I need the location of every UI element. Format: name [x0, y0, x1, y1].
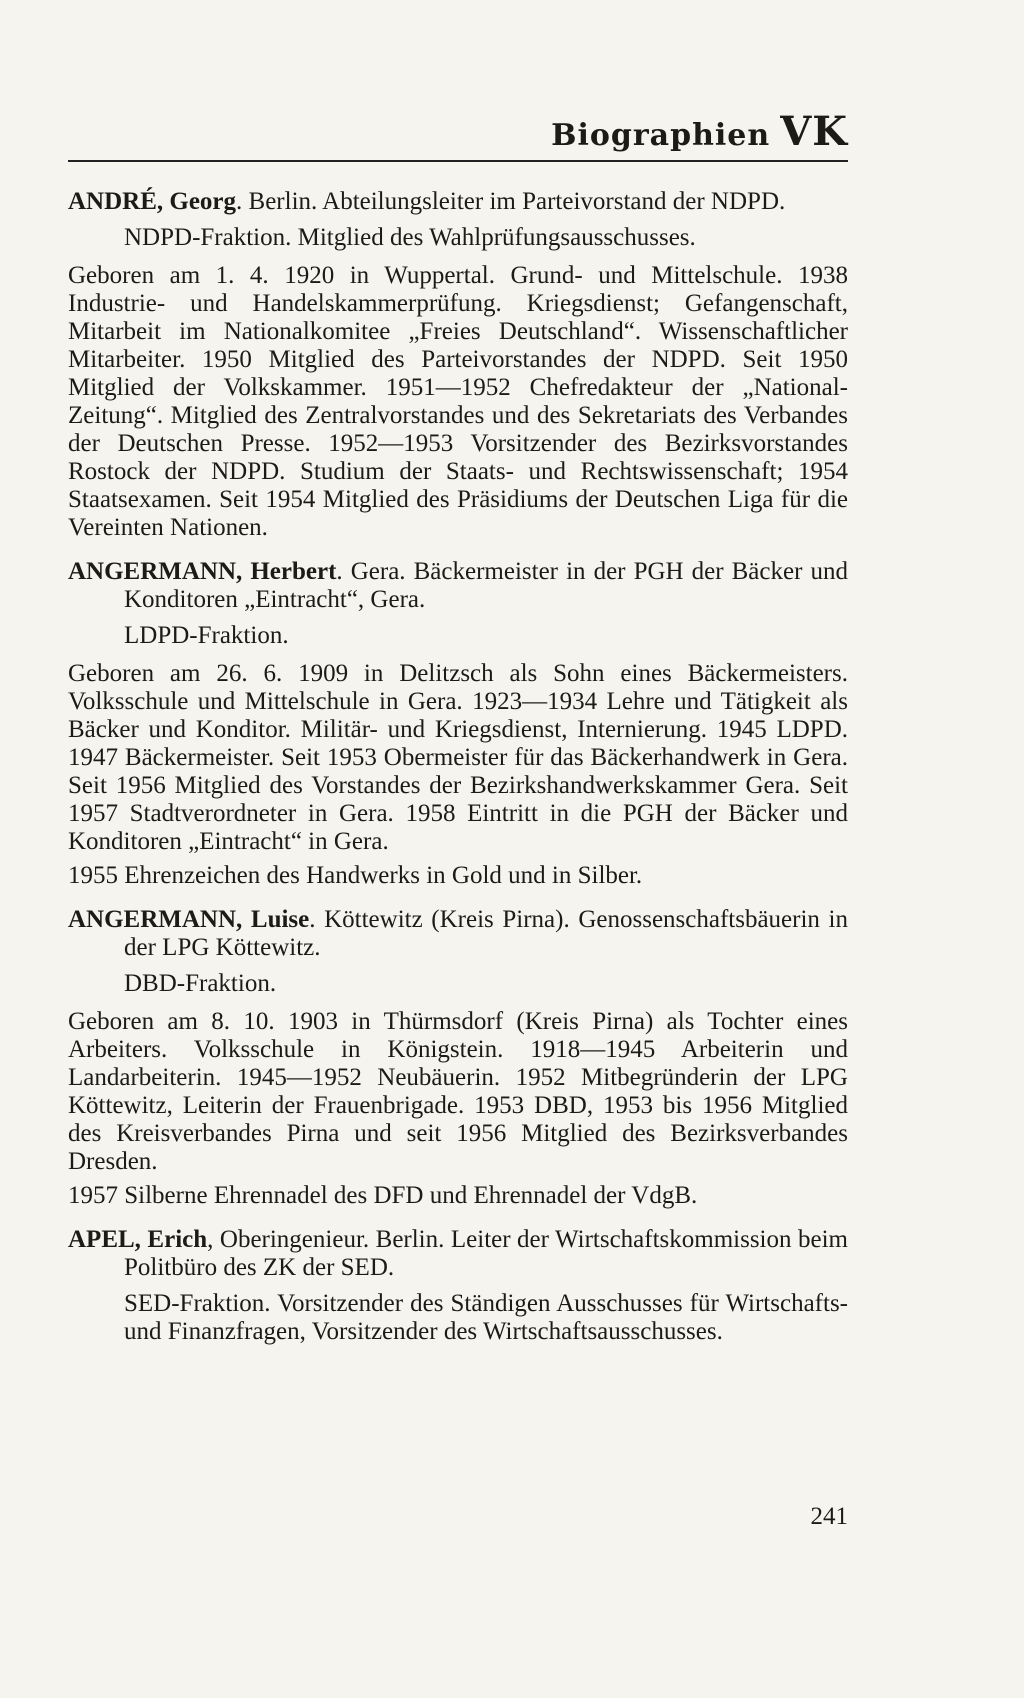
entry-faction: DBD-Fraktion.	[124, 970, 277, 997]
entry-biography: Geboren am 26. 6. 1909 in Delitzsch als Sohn eines Bäckermeisters. Volksschule und Mittelschule in Gera. 1923—1934 Lehre und Tätigkeit als Bäcker und Konditor. Militär- und Kriegsdienst, Internierung. 1945 LDPD. 1947 Bäckermeister. Seit 1953 Obermeister für das Bäckerhandwerk in Gera. Seit 1956 Mitglied des Vorstandes der Bezirkshandwerkskammer Gera. Seit 1957 Stadtverordneter in Gera. 1958 Eintritt in die PGH der Bäcker und Konditoren „Eintracht“ in Gera.	[68, 660, 848, 855]
header-rule	[68, 160, 848, 162]
entry-position: . Gera. Bäckermeister in der PGH der Bäcker und Konditoren „Eintracht“, Gera.	[124, 558, 848, 613]
entry-honors: 1957 Silberne Ehrennadel des DFD und Ehrennadel der VdgB.	[68, 1182, 698, 1209]
page-number: 241	[810, 1503, 848, 1530]
running-head-section: VK	[780, 108, 848, 155]
entry-name: ANGERMANN, Herbert	[68, 558, 337, 585]
biography-entry	[68, 558, 848, 890]
entry-headline	[68, 558, 848, 614]
biography-entry	[68, 906, 848, 1210]
entry-biography: Geboren am 8. 10. 1903 in Thürmsdorf (Kreis Pirna) als Tochter eines Arbeiters. Volksschule in Königstein. 1918—1945 Arbeiterin und Landarbeiterin. 1945—1952 Neubäuerin. 1952 Mitbegründerin der LPG Köttewitz, Leiterin der Frauenbrigade. 1953 DBD, 1953 bis 1956 Mitglied des Kreisverbandes Pirna und seit 1956 Mitglied des Bezirksverbandes Dresden.	[68, 1008, 848, 1175]
running-head-title: Biographien	[551, 118, 771, 153]
entry-faction: SED-Fraktion. Vorsitzender des Ständigen Ausschusses für Wirtschafts- und Finanzfragen, Vorsitzender des Wirtschaftsausschusses.	[124, 1290, 848, 1345]
biography-entry	[68, 188, 848, 542]
running-head	[68, 108, 848, 155]
entry-headline	[68, 906, 848, 962]
entry-faction: NDPD-Fraktion. Mitglied des Wahlprüfungsausschusses.	[124, 224, 696, 251]
entry-name: ANDRÉ, Georg	[68, 188, 237, 215]
entry-position: . Köttewitz (Kreis Pirna). Genossenschaftsbäuerin in der LPG Köttewitz.	[124, 906, 848, 961]
entry-faction: LDPD-Fraktion.	[124, 622, 289, 649]
entry-headline	[68, 1226, 848, 1282]
entry-biography: Geboren am 1. 4. 1920 in Wuppertal. Grund- und Mittelschule. 1938 Industrie- und Handelskammerprüfung. Kriegsdienst; Gefangenschaft, Mitarbeit im Nationalkomitee „Freies Deutschland“. Wissenschaftlicher Mitarbeiter. 1950 Mitglied des Parteivorstandes der NDPD. Seit 1950 Mitglied der Volkskammer. 1951—1952 Chefredakteur der „National-Zeitung“. Mitglied des Zentralvorstandes und des Sekretariats des Verbandes der Deutschen Presse. 1952—1953 Vorsitzender des Bezirksvorstandes Rostock der NDPD. Studium der Staats- und Rechtswissenschaft; 1954 Staatsexamen. Seit 1954 Mitglied des Präsidiums der Deutschen Liga für die Vereinten Nationen.	[68, 262, 848, 541]
entry-name: ANGERMANN, Luise	[68, 906, 310, 933]
entry-position: . Berlin. Abteilungsleiter im Parteivorstand der NDPD.	[236, 188, 786, 215]
entry-honors: 1955 Ehrenzeichen des Handwerks in Gold und in Silber.	[68, 862, 643, 889]
entry-position: , Oberingenieur. Berlin. Leiter der Wirtschaftskommission beim Politbüro des ZK der SED.	[124, 1226, 848, 1281]
entry-headline	[68, 188, 848, 216]
entry-name: APEL, Erich	[68, 1226, 208, 1253]
biography-entries	[68, 188, 848, 1362]
biography-entry	[68, 1226, 848, 1346]
